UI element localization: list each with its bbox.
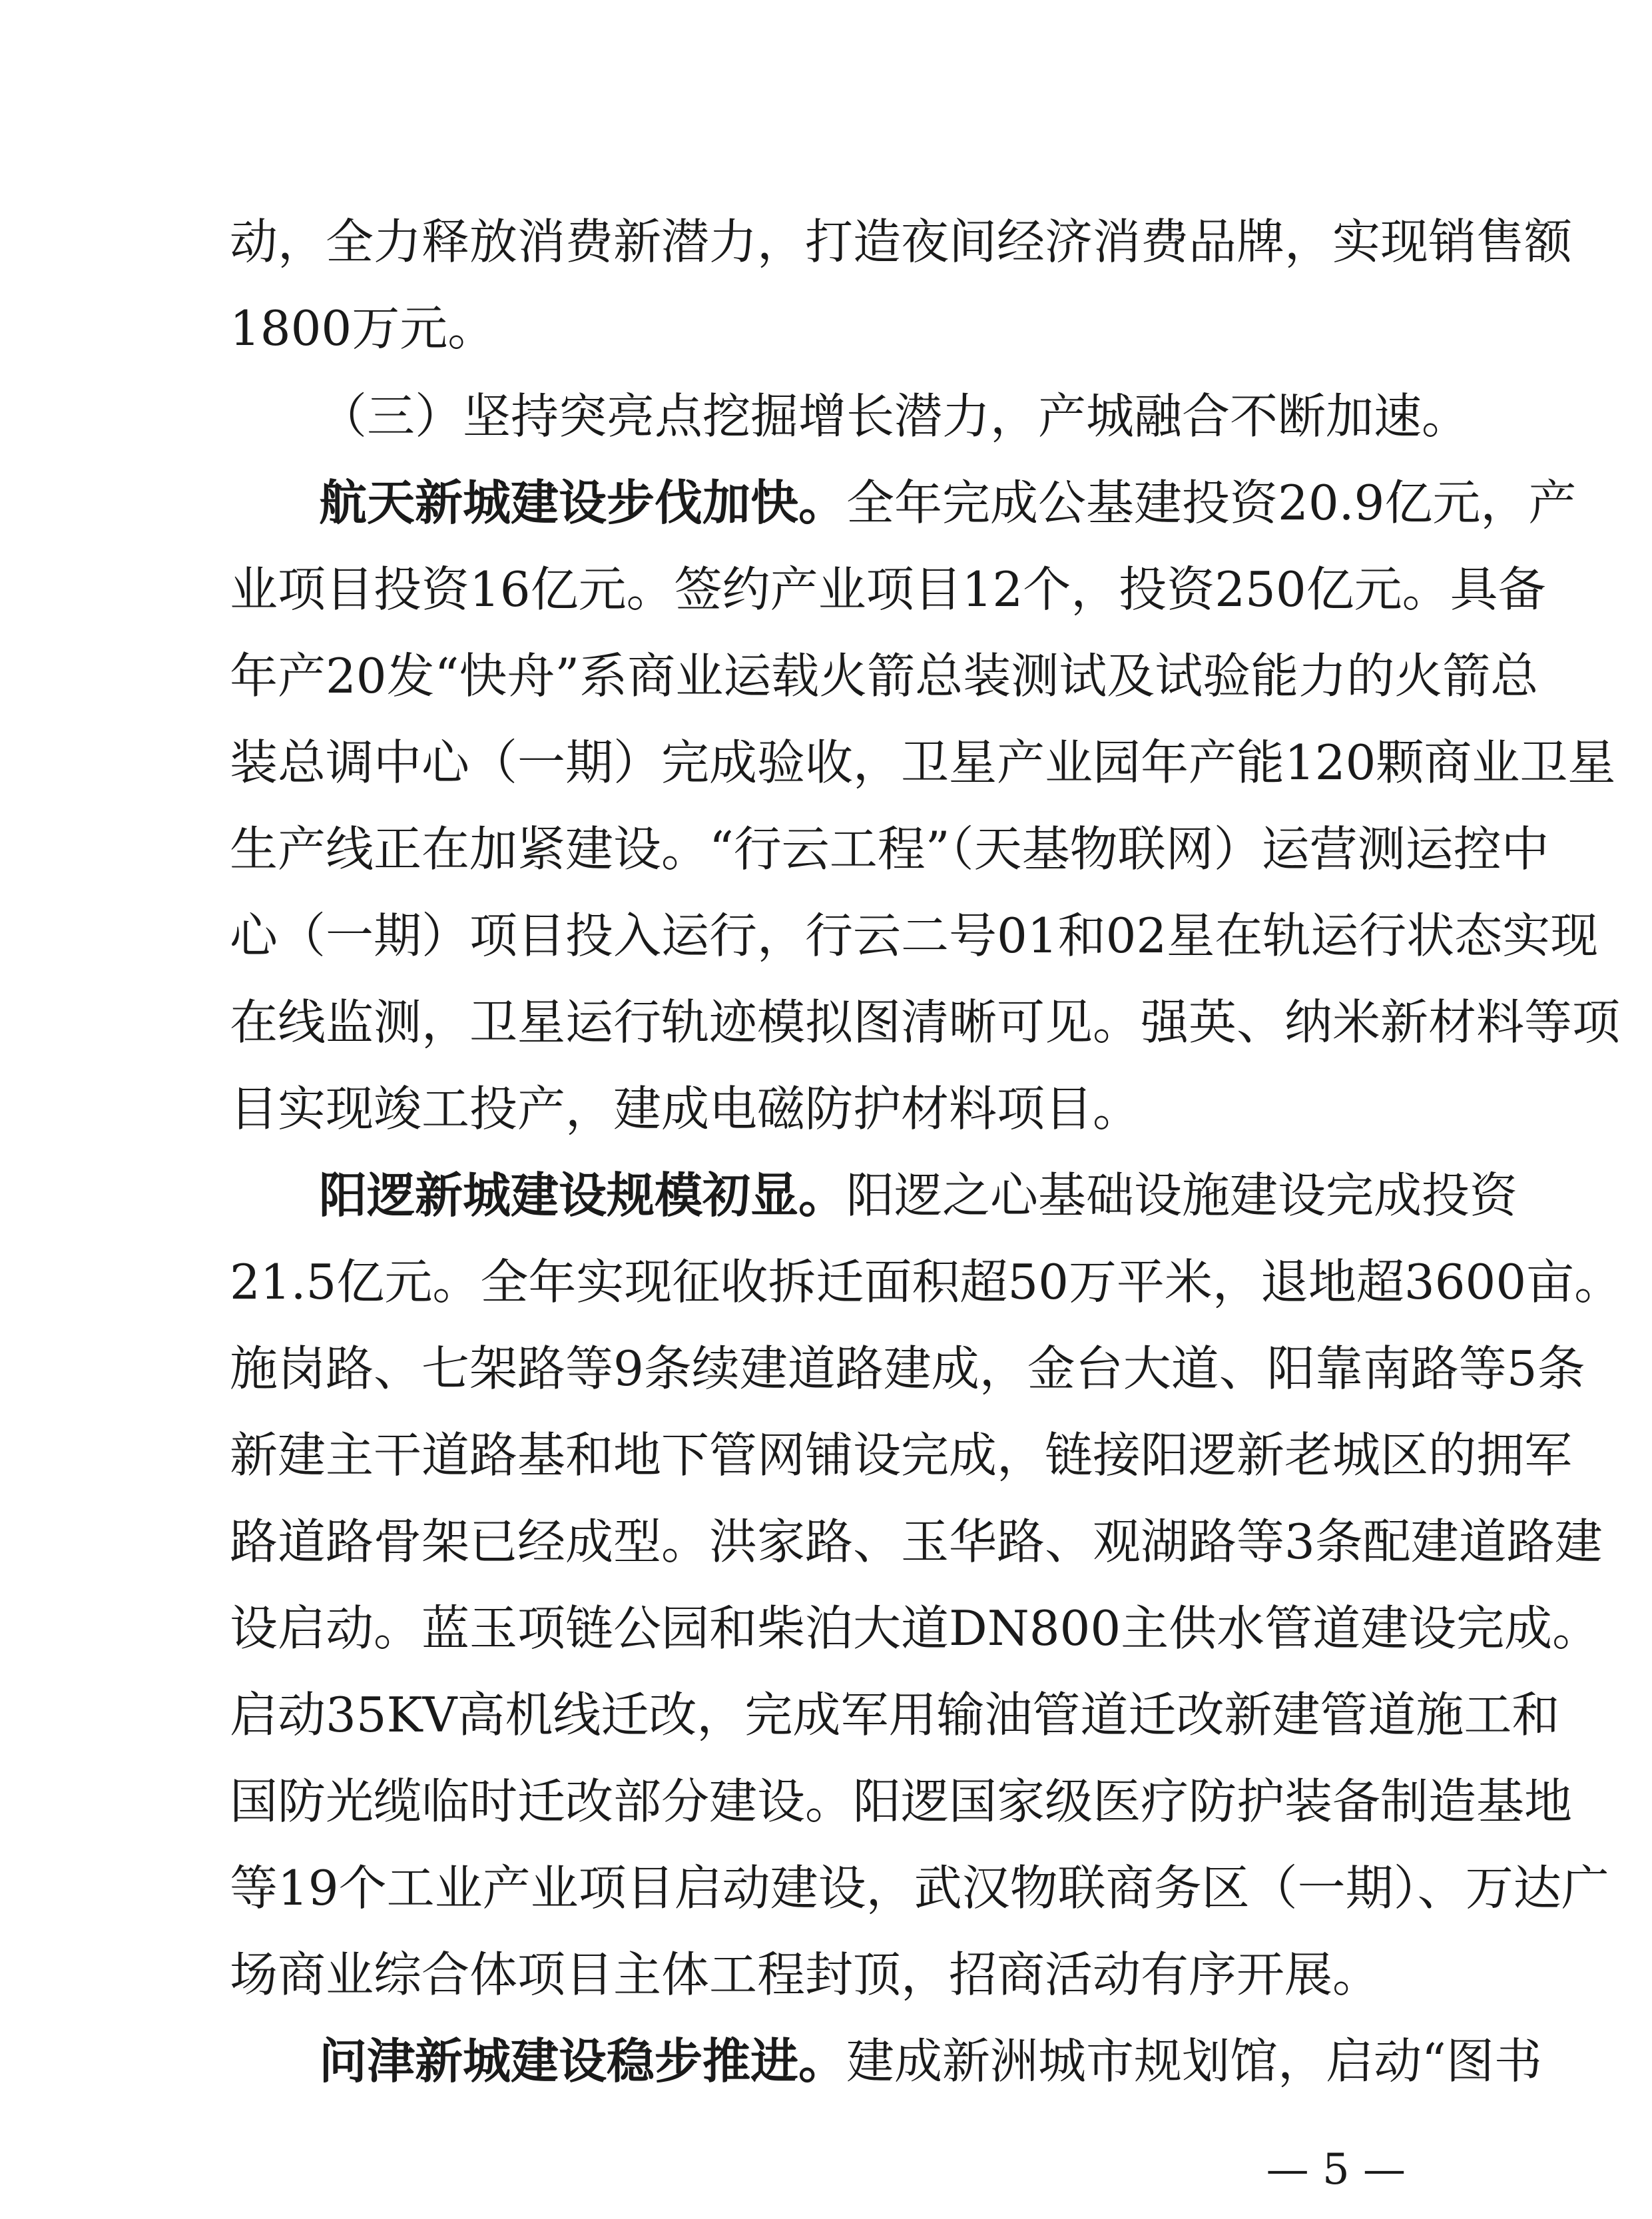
body-line: 启动35KV高机线迁改，完成军用输油管道迁改新建管道施工和 [230, 1687, 1560, 1743]
body-line: 业项目投资16亿元。签约产业项目12个，投资250亿元。具备 [230, 561, 1546, 617]
body-line: 在线监测，卫星运行轨迹模拟图清晰可见。强英、纳米新材料等项 [230, 994, 1621, 1050]
paragraph-first-line [319, 1165, 1518, 1225]
page-number: — 5 — [1266, 2145, 1406, 2194]
body-line: 装总调中心（一期）完成验收，卫星产业园年产能120颗商业卫星 [230, 735, 1616, 791]
body-line: 设启动。蓝玉项链公园和柴泊大道DN800主供水管道建设完成。 [230, 1600, 1601, 1656]
body-line: 路道路骨架已经成型。洪家路、玉华路、观湖路等3条配建道路建 [230, 1514, 1603, 1570]
body-line: 场商业综合体项目主体工程封顶，招商活动有序开展。 [230, 1947, 1381, 2003]
paragraph-first-line [319, 473, 1577, 533]
body-line: 施岗路、七架路等9条续建道路建成，金台大道、阳靠南路等5条 [230, 1341, 1585, 1397]
body-line: 目实现竣工投产，建成电磁防护材料项目。 [230, 1081, 1141, 1137]
paragraph-first-line [319, 2031, 1542, 2091]
body-line: 21.5亿元。全年实现征收拆迁面积超50万平米，退地超3600亩。 [230, 1254, 1623, 1310]
paragraph-text: 全年完成公基建投资20.9亿元，产 [846, 475, 1577, 531]
body-line: 1800万元。 [230, 300, 496, 356]
paragraph-lead: 问津新城建设稳步推进。 [319, 2033, 847, 2089]
body-line: 年产20发“快舟”系商业运载火箭总装测试及试验能力的火箭总 [230, 648, 1539, 704]
paragraph-text: 阳逻之心基础设施建设完成投资 [846, 1167, 1518, 1223]
body-line: 等19个工业产业项目启动建设，武汉物联商务区（一期）、万达广 [230, 1860, 1609, 1916]
section-heading: （三）坚持突亮点挖掘增长潜力，产城融合不断加速。 [319, 388, 1470, 444]
paragraph-lead: 航天新城建设步伐加快。 [319, 474, 847, 531]
paragraph-lead: 阳逻新城建设规模初显。 [319, 1167, 847, 1223]
body-line: 国防光缆临时迁改部分建设。阳逻国家级医疗防护装备制造基地 [230, 1773, 1573, 1829]
body-line: 新建主干道路基和地下管网铺设完成，链接阳逻新老城区的拥军 [230, 1427, 1573, 1483]
body-line: 动，全力释放消费新潜力，打造夜间经济消费品牌，实现销售额 [230, 214, 1573, 270]
body-line: 生产线正在加紧建设。“行云工程”（天基物联网）运营测运控中 [230, 821, 1549, 877]
paragraph-text: 建成新洲城市规划馆，启动“图书 [846, 2033, 1542, 2089]
body-line: 心（一期）项目投入运行，行云二号01和02星在轨运行状态实现 [230, 908, 1599, 964]
